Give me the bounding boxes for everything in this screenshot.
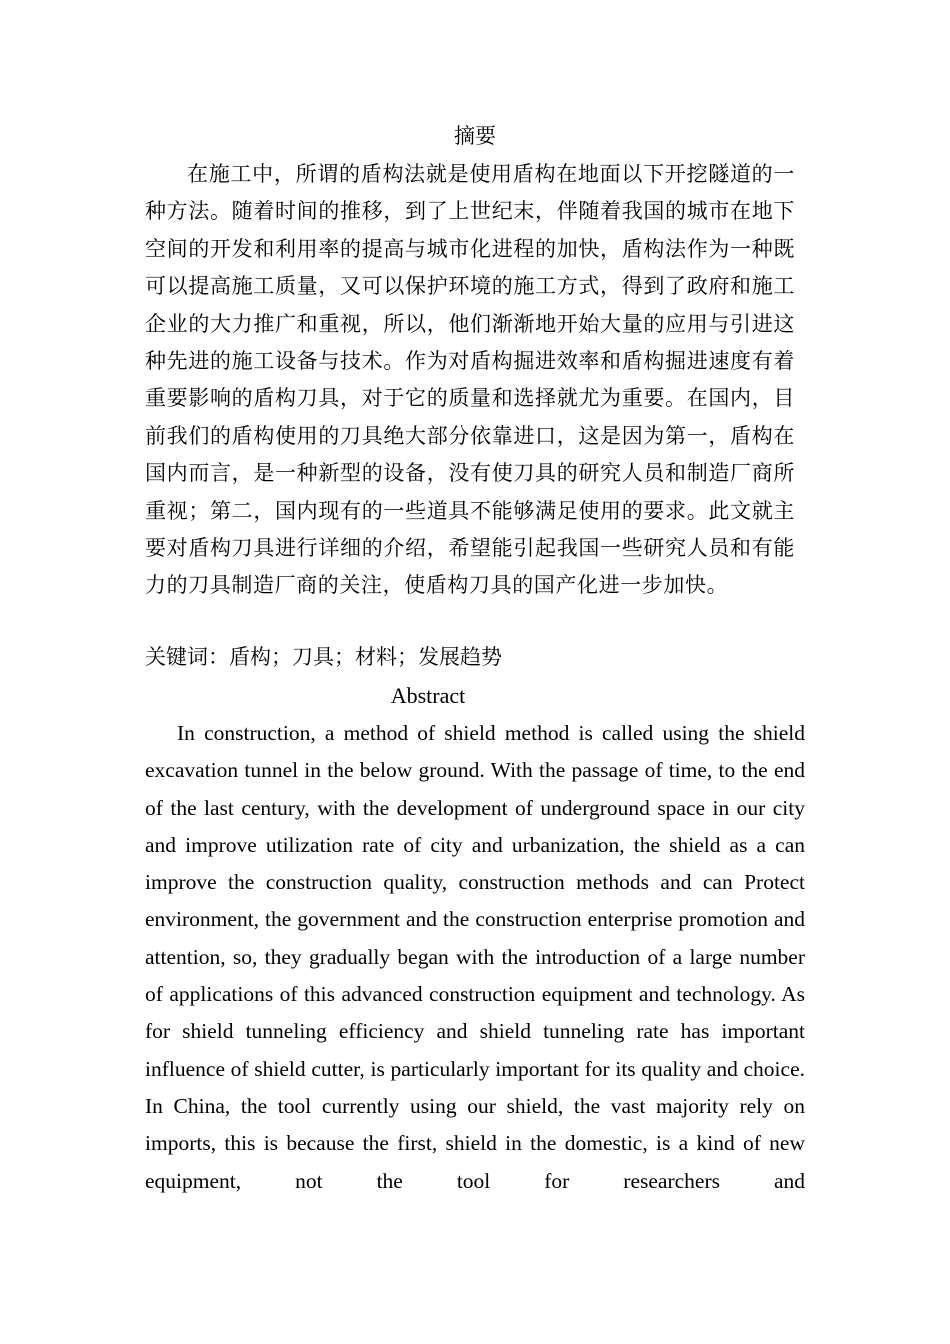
chinese-keywords: 关键词：盾构；刀具；材料；发展趋势 [145, 645, 502, 669]
chinese-abstract-body: 在施工中，所谓的盾构法就是使用盾构在地面以下开挖隧道的一种方法。随着时间的推移，到了上世纪末，伴随着我国的城市在地下空间的开发和利用率的提高与城市化进程的加快，盾构法作为一种既可以提高施工质量，又可以保护环境的施工方式，得到了政府和施工企业的大力推广和重视，所以，他们渐渐地开始大量的应用与引进这种先进的施工设备与技术。作为对盾构掘进效率和盾构掘进速度有着重要影响的盾构刀具，对于它的质量和选择就尤为重要。在国内，目前我们的盾构使用的刀具绝大部分依靠进口，这是因为第一，盾构在国内而言，是一种新型的设备，没有使刀具的研究人员和制造厂商所重视；第二，国内现有的一些道具不能够满足使用的要求。此文就主要对盾构刀具进行详细的介绍，希望能引起我国一些研究人员和有能力的刀具制造厂商的关注，使盾构刀具的国产化进一步加快。 [145, 162, 795, 598]
chinese-abstract-title: 摘要 [454, 124, 496, 148]
english-abstract-title: Abstract [390, 683, 466, 708]
english-abstract-body: In construction, a method of shield method is called using the shield excavation tunnel in the below ground. With the passage of time, to the end of the last century, with the development of underground space in our city and improve utilization rate of city and urbanization, the shield as a can improve the construction quality, construction methods and can Protect environment, the government and the construction enterprise promotion and attention, so, they gradually began with the introduction of a large number of applications of this advanced construction equipment and technology. As for shield tunneling efficiency and shield tunneling rate has important influence of shield cutter, is particularly important for its quality and choice. In China, the tool currently using our shield, the vast majority rely on imports, this is because the first, shield in the domestic, is a kind of new equipment, not the tool for researchers and [145, 721, 805, 1193]
